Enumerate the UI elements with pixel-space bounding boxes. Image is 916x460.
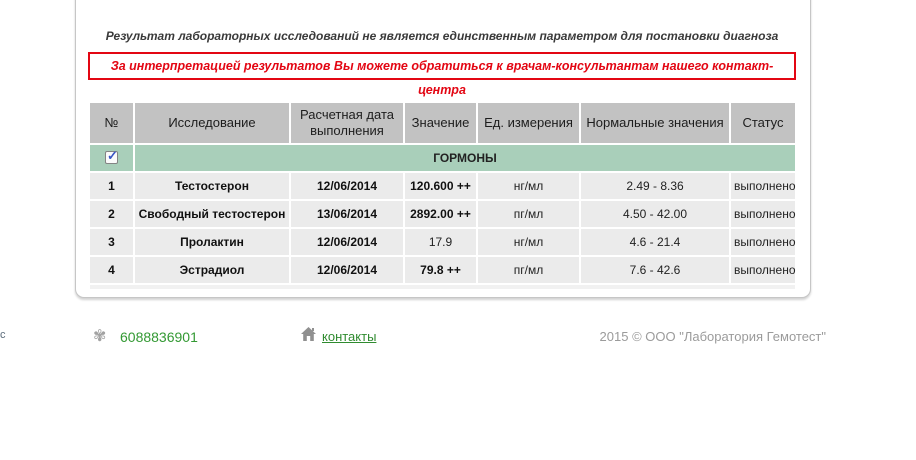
table-row (90, 257, 795, 283)
table-row (90, 173, 795, 199)
result-value: 17.9 (405, 229, 476, 255)
result-date: 12/06/2014 (291, 257, 403, 283)
status-label: выполнено (731, 257, 795, 283)
row-number: 1 (90, 173, 133, 199)
result-value: 2892.00 ++ (405, 201, 476, 227)
checkmark-icon: ✓ (107, 148, 118, 164)
phone-number: 6088836901 (120, 329, 198, 345)
result-value: 79.8 ++ (405, 257, 476, 283)
status-label: выполнено (731, 201, 795, 227)
table-row (90, 229, 795, 255)
test-name: Эстрадиол (135, 257, 289, 283)
normal-range: 7.6 - 42.6 (581, 257, 729, 283)
contacts-link[interactable]: контакты (322, 329, 377, 344)
result-date: 12/06/2014 (291, 173, 403, 199)
row-number: 3 (90, 229, 133, 255)
test-name: Пролактин (135, 229, 289, 255)
copyright-text: 2015 © ООО "Лаборатория Гемотест" (599, 329, 826, 344)
result-value: 120.600 ++ (405, 173, 476, 199)
header-row (90, 103, 795, 143)
result-unit: нг/мл (478, 229, 579, 255)
results-table (88, 101, 797, 291)
result-date: 13/06/2014 (291, 201, 403, 227)
test-name: Свободный тестостерон (135, 201, 289, 227)
result-unit: пг/мл (478, 257, 579, 283)
normal-range: 4.50 - 42.00 (581, 201, 729, 227)
table-footer-strip (90, 285, 795, 289)
section-title: ГОРМОНЫ (135, 145, 795, 171)
row-number: 2 (90, 201, 133, 227)
row-number: 4 (90, 257, 133, 283)
column-header-unit: Ед. измерения (478, 103, 579, 143)
normal-range: 2.49 - 8.36 (581, 173, 729, 199)
result-unit: нг/мл (478, 173, 579, 199)
interpretation-notice: За интерпретацией результатов Вы можете обратиться к врачам-консультантам нашего контакт-центра (88, 52, 796, 80)
status-label: выполнено (731, 173, 795, 199)
home-icon (301, 327, 316, 346)
status-label: выполнено (731, 229, 795, 255)
column-header-date: Расчетная дата выполнения (291, 103, 403, 143)
flower-logo-icon: ✾ (93, 328, 107, 345)
column-header-value: Значение (405, 103, 476, 143)
column-header-normal: Нормальные значения (581, 103, 729, 143)
column-header-status: Статус (731, 103, 795, 143)
column-header-number: № (90, 103, 133, 143)
result-unit: пг/мл (478, 201, 579, 227)
result-date: 12/06/2014 (291, 229, 403, 255)
normal-range: 4.6 - 21.4 (581, 229, 729, 255)
test-name: Тестостерон (135, 173, 289, 199)
column-header-test: Исследование (135, 103, 289, 143)
clipped-edge-text: c (0, 329, 6, 341)
section-row-hormones (90, 145, 795, 171)
section-checkbox[interactable] (105, 148, 118, 164)
table-row (90, 201, 795, 227)
disclaimer-text: Результат лабораторных исследований не является единственным параметром для постановки диагноза (105, 29, 779, 43)
